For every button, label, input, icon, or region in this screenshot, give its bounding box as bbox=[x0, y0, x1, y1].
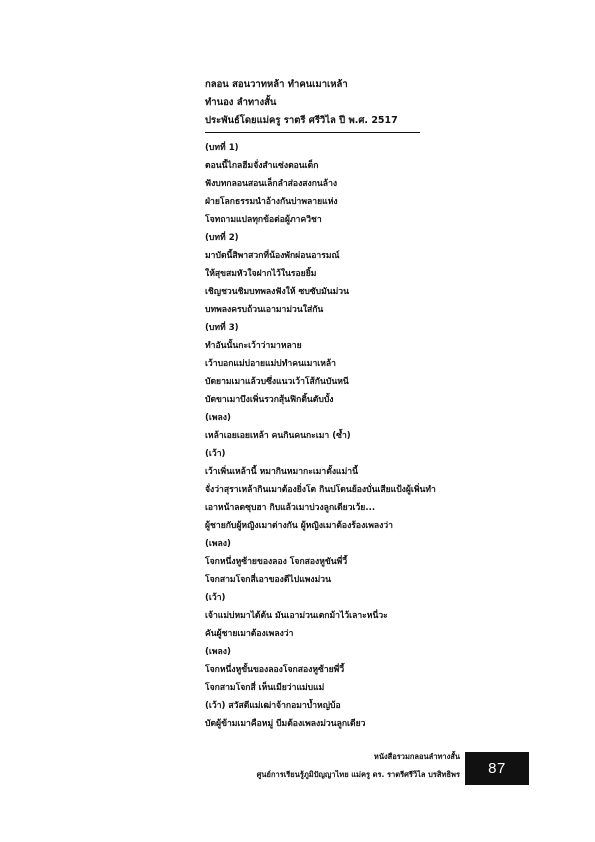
poem-line: คันผู้ชายเมาต้องเพลงว่า bbox=[205, 629, 294, 639]
section-label: (เว้า) bbox=[205, 449, 226, 459]
poem-author: ประพันธ์โดยแม่ครู ราตรี ศรีวิไล ปี พ.ศ. 2517 bbox=[205, 115, 398, 126]
poem-line: โจกสามโจกสี่ เห็นเมียว่าแม่บแม่ bbox=[205, 683, 325, 693]
poem-line: ฟังบทกลอนสอนเล็กลำส่องสงกนล้าง bbox=[205, 179, 338, 189]
poem-melody: ทำนอง ลำทางสั้น bbox=[205, 97, 277, 108]
poem-body bbox=[205, 139, 505, 733]
poem-line: (เว้า) สวัสดีแม่เฒ่าจ้ากอมาบ้ำหญ่บ้อ bbox=[205, 701, 341, 711]
section-label: (เว้า) bbox=[205, 593, 226, 603]
poem-line: ผู้ชายกับผู้หญิงเมาต่างกัน ผู้หญิงเมาต้องร้องเพลงว่า bbox=[205, 521, 393, 531]
learning-center-name: ศูนย์การเรียนรู้ภูมิปัญญาไทย แม่ครู ดร. ราตรีศรีวิไล บรสิทธิพร bbox=[256, 770, 460, 779]
section-label: (บทที่ 1) bbox=[205, 143, 239, 153]
poem-line: โจกหนึ่งหูขั้นของลองโจกสองหูซ้ายพี่วี้ bbox=[205, 665, 345, 675]
section-label: (บทที่ 3) bbox=[205, 323, 239, 333]
poem-line: เอาหน้าลดซุบฮา กิบแล้วเมาบ่วงลูกเดียวเว้ย... bbox=[205, 503, 376, 513]
header-divider bbox=[205, 132, 420, 133]
poem-line: บทพลงครบถ้วนเอามาม่วนใส่กัน bbox=[205, 305, 324, 315]
poem-title: กลอน สอนวาทหล้า ทำคนเมาเหล้า bbox=[205, 79, 348, 90]
poem-line: เจ้าแม่บ่หมาได้ต้น มันเอาม่วนเตกม้าไว้เลาะหนี่วะ bbox=[205, 611, 388, 621]
poem-line: เว้าเพิ่นเหล้านี้ หมากินหมากะเมาตั้งแม่านี้ bbox=[205, 467, 358, 477]
page-number: 87 bbox=[488, 760, 506, 777]
poem-line: โจกหนึ่งหูซ้ายของลอง โจกสองหูขันพี่วี้ bbox=[205, 557, 348, 567]
poem-line: โจกสามโจกสี่เอาของดีไปแพงม่วน bbox=[205, 575, 331, 585]
poem-line: ทำอันนั้นกะเว้าว่ามาหลาย bbox=[205, 341, 302, 351]
poem-line: จั่งว่าสุราเหล้ากินเมาต้องยิ่งโต กินบ่โดนย้องบั่นเสียแป้งผู้เพิ่นทำ bbox=[205, 485, 436, 495]
page-footer bbox=[257, 748, 460, 784]
poem-line: บัดผู้ข้ามเมาคือหมู่ บีมต้องเพลงม่วนลูกเดียว bbox=[205, 719, 366, 729]
section-label: (บทที่ 2) bbox=[205, 233, 239, 243]
book-title: หนังสือรวมกลอนลำทางสั้น bbox=[373, 752, 460, 761]
page-number-box bbox=[465, 752, 529, 785]
poem-line: ฝ่ายโลกธรรมนำอ้างกันบ่าพลายแห่ง bbox=[205, 197, 338, 207]
poem-line: มาบัดนี้สิพาสวกที่น้องพักผ่อนอารมณ์ bbox=[205, 251, 340, 261]
poem-line: ตอนนี้ไกลฮีมจั่งสำแซ่งตอนเด็ก bbox=[205, 161, 319, 171]
poem-line: โจทถามแปลทุกข้อต่อผู้ภาควิชา bbox=[205, 215, 322, 225]
poem-line: บัดขาเมาบึงเพิ่นรวกสุ้นฟิกติ้นตับบั้ง bbox=[205, 395, 334, 405]
poem-line: เว้าบอกแม่บ่อายแม่บ่ทำคนเมาเหล้า bbox=[205, 359, 336, 369]
section-label: (เพลง) bbox=[205, 413, 231, 423]
section-label: (เพลง) bbox=[205, 647, 231, 657]
poem-line: ให้สุขสมหัวใจฝากไว้ในรอยยิ้ม bbox=[205, 269, 317, 279]
section-label: (เพลง) bbox=[205, 539, 231, 549]
poem-header bbox=[205, 76, 435, 130]
poem-line: เหล้าเอยเอยเหล้า คนกินคนกะเมา (ซ้ำ) bbox=[205, 431, 351, 441]
poem-line: เชิญชวนชิมบทพลงฟังให้ ซบซับมันม่วน bbox=[205, 287, 349, 297]
poem-line: บัดยามเมาแล้วบซึ่งแนวเว้าโส้กันบันหนี bbox=[205, 377, 349, 387]
